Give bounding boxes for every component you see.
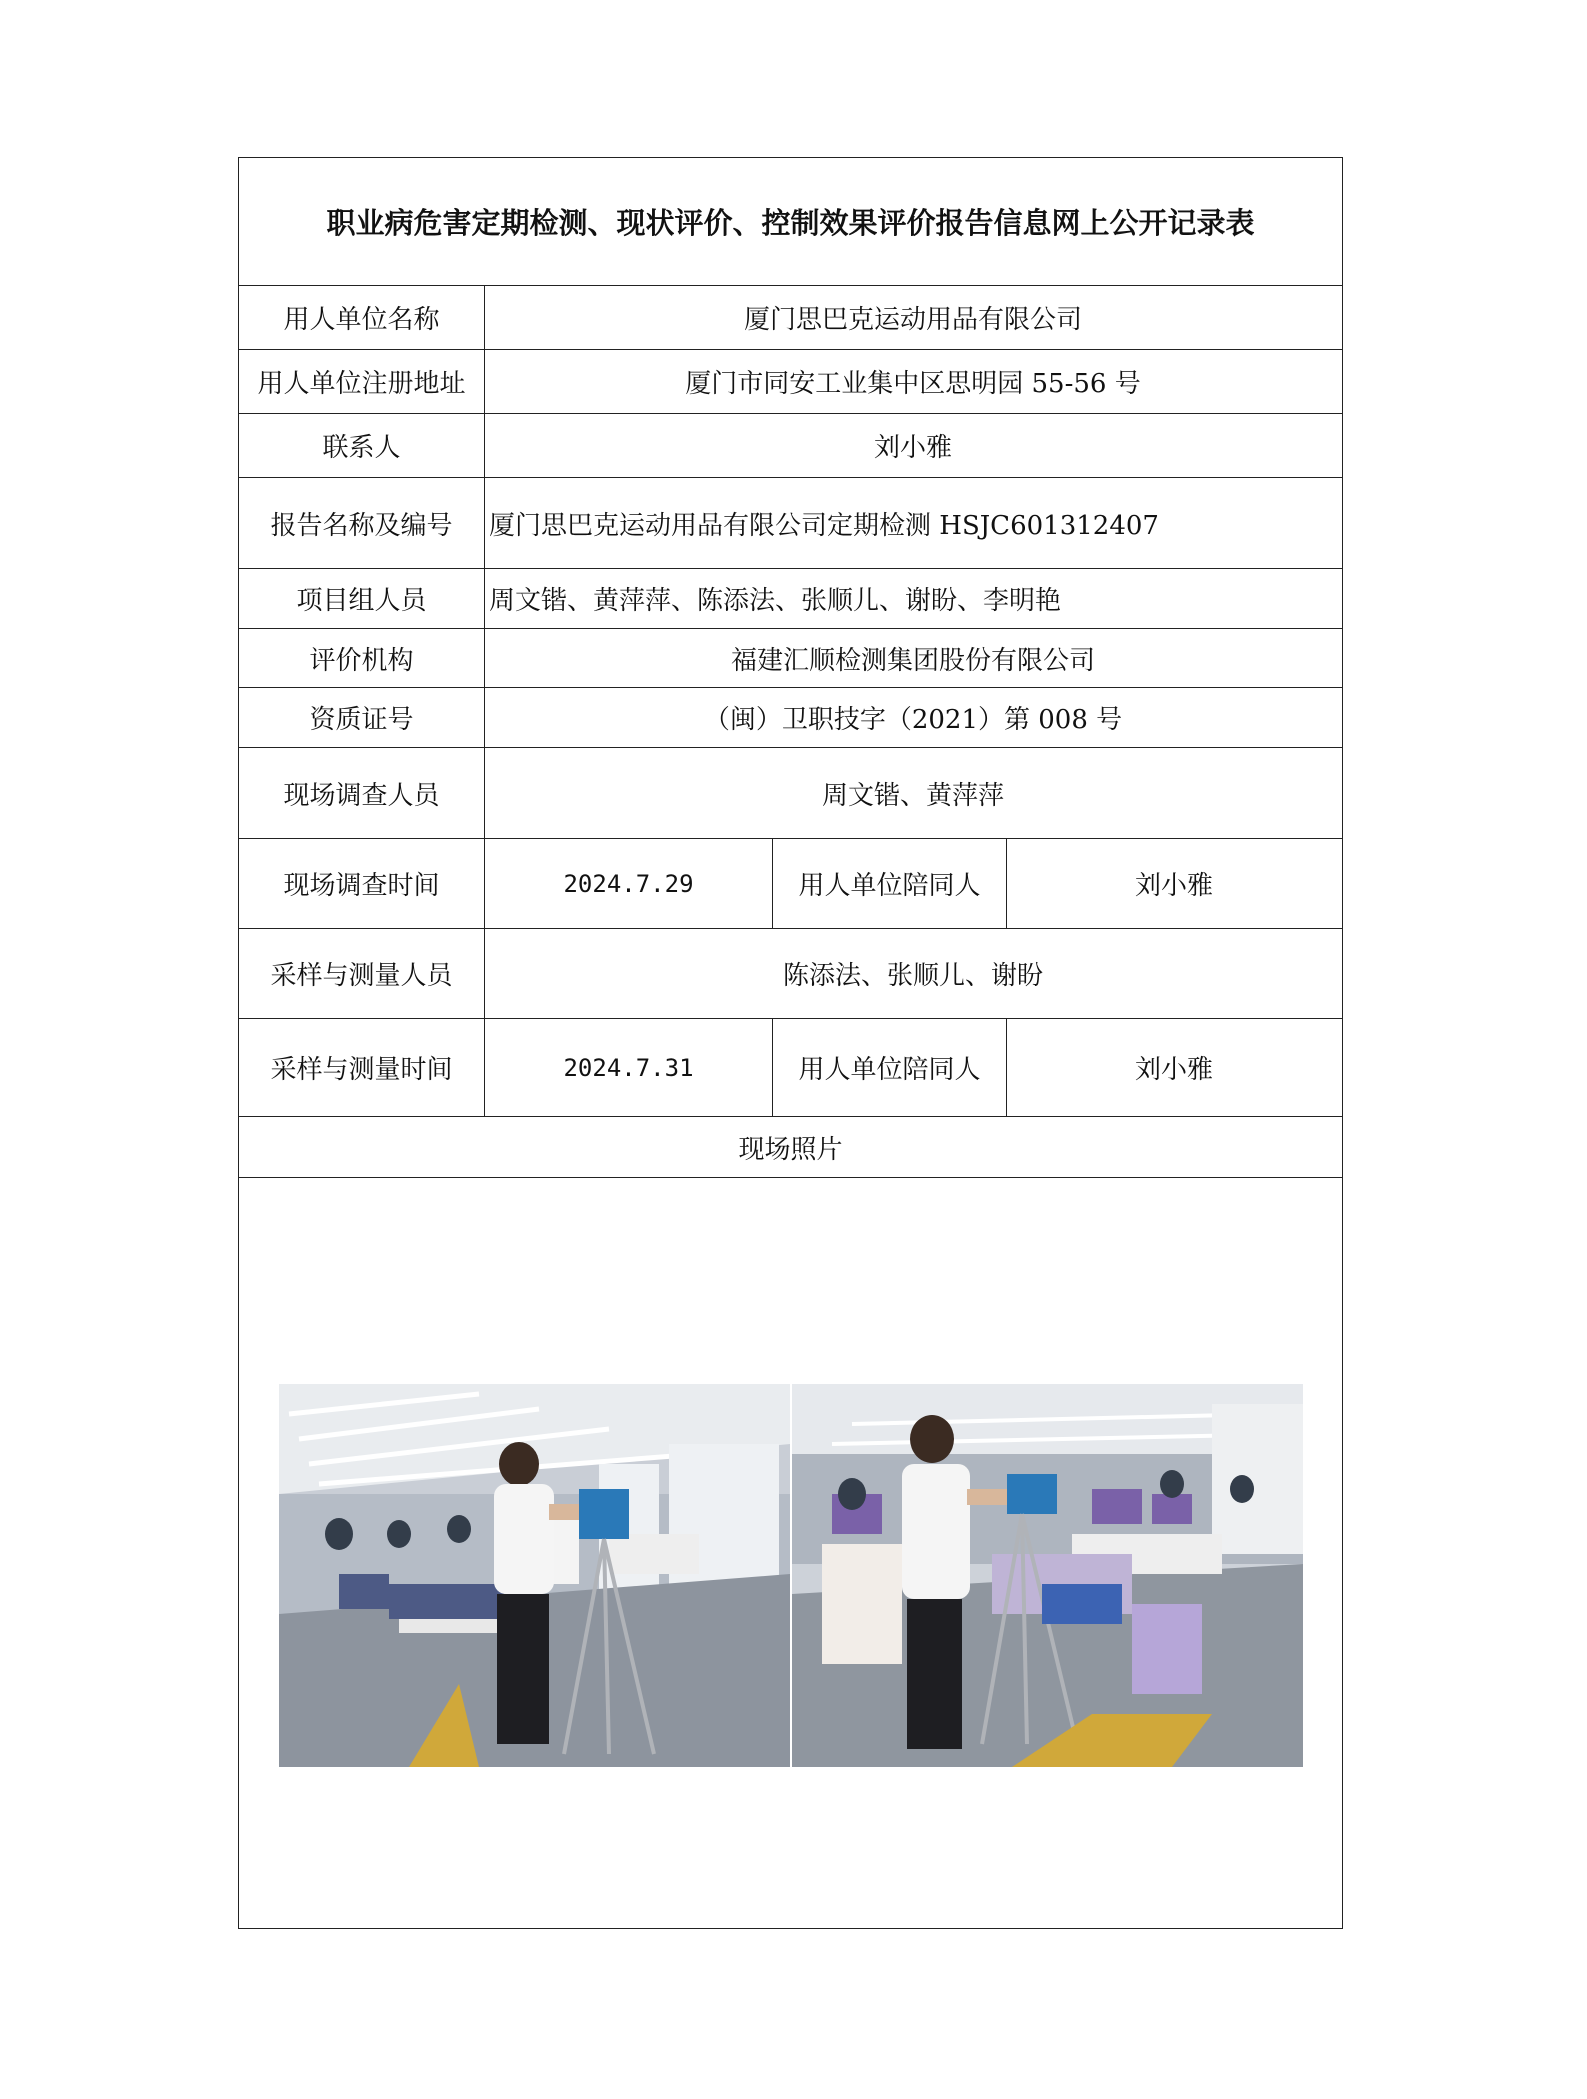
row-report [239,478,1342,569]
row-employer-name [239,286,1342,350]
row-survey-time [239,839,1342,929]
label-survey-staff: 现场调查人员 [239,748,485,838]
value-contact: 刘小雅 [873,433,952,463]
value-sampling-staff: 陈添法、张顺儿、谢盼 [782,961,1043,991]
value-license: （闽）卫职技字（2021）第 008 号 [703,705,1123,735]
row-photos-header [239,1117,1342,1178]
row-survey-staff [239,748,1342,839]
title-row [239,158,1342,286]
label-survey-escort: 用人单位陪同人 [773,839,1007,928]
label-employer-address: 用人单位注册地址 [239,350,485,413]
record-table [238,157,1343,1929]
value-survey-staff: 周文锴、黄萍萍 [821,780,1004,811]
row-agency [239,629,1342,688]
row-sampling-staff [239,929,1342,1019]
label-sampling-staff: 采样与测量人员 [239,929,485,1018]
label-survey-time: 现场调查时间 [239,839,485,928]
value-agency: 福建汇顺检测集团股份有限公司 [730,645,1095,676]
photos-area [239,1178,1342,1928]
label-employer-name: 用人单位名称 [239,286,485,349]
value-sampling-time: 2024.7.31 [485,1019,773,1116]
row-license [239,688,1342,748]
value-employer-name: 厦门思巴克运动用品有限公司 [743,305,1082,335]
value-survey-escort: 刘小雅 [1134,871,1213,901]
label-agency: 评价机构 [239,629,485,687]
value-sampling-escort: 刘小雅 [1134,1055,1213,1085]
label-sampling-time: 采样与测量时间 [239,1019,485,1116]
row-sampling-time [239,1019,1342,1117]
photos-header: 现场照片 [738,1134,843,1165]
page-title: 职业病危害定期检测、现状评价、控制效果评价报告信息网上公开记录表 [326,206,1255,240]
label-report: 报告名称及编号 [239,478,485,568]
row-contact [239,414,1342,478]
label-contact: 联系人 [239,414,485,477]
row-employer-address [239,350,1342,414]
site-photo-1 [279,1384,790,1767]
value-survey-time: 2024.7.29 [485,839,773,928]
row-team [239,569,1342,629]
label-sampling-escort: 用人单位陪同人 [773,1019,1007,1116]
value-employer-address: 厦门市同安工业集中区思明园 55-56 号 [685,369,1141,399]
value-team: 周文锴、黄萍萍、陈添法、张顺儿、谢盼、李明艳 [489,586,1062,616]
label-license: 资质证号 [239,688,485,747]
value-report: 厦门思巴克运动用品有限公司定期检测 HSJC601312407 [489,510,1159,541]
site-photo-2 [792,1384,1303,1767]
label-team: 项目组人员 [239,569,485,628]
